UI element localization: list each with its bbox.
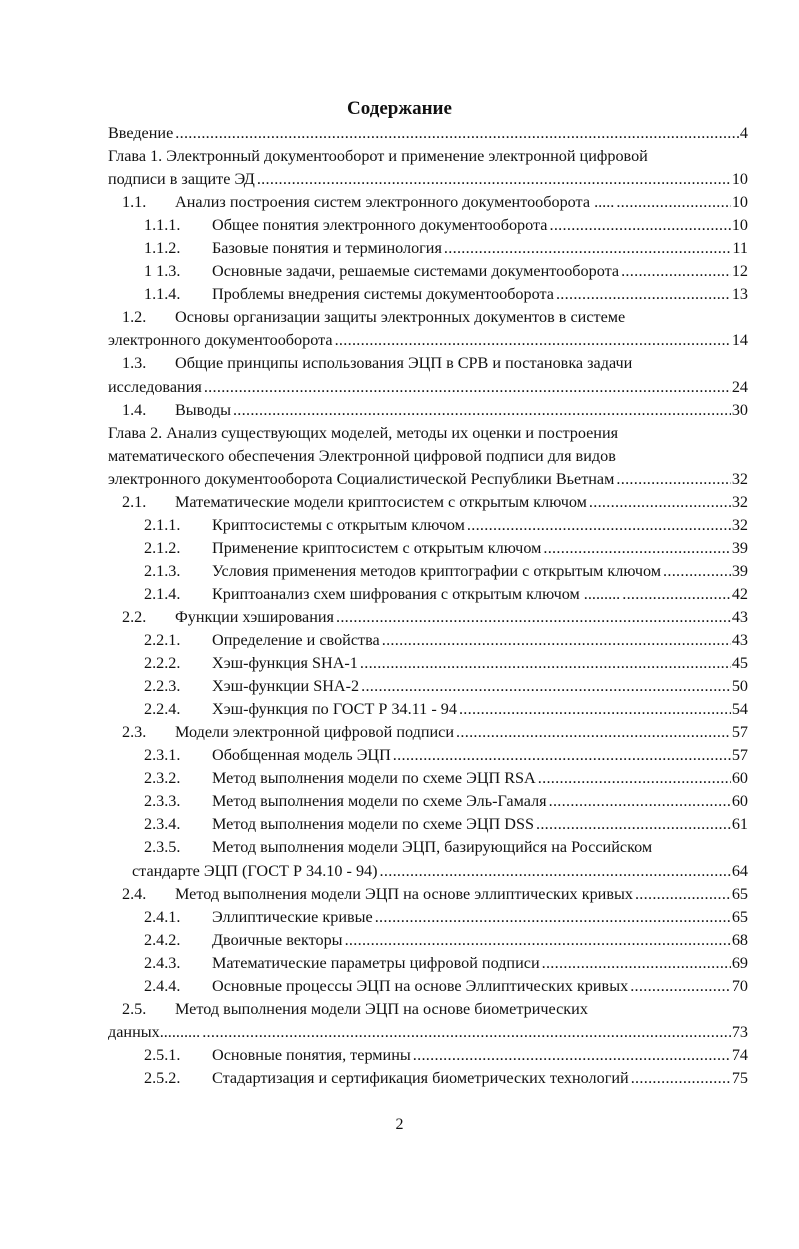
toc-entry-page: 14: [731, 331, 748, 350]
dot-leader: [549, 214, 730, 237]
toc-entry: [108, 376, 748, 399]
toc-entry: [108, 952, 748, 975]
dot-leader: [556, 283, 731, 306]
toc-entry-page: 10: [731, 193, 748, 212]
toc-entry: [108, 237, 748, 260]
toc-entry-page: 32: [731, 469, 748, 488]
toc-entry-number: 2.1.2.: [144, 538, 181, 557]
toc-entry-page: 54: [731, 700, 748, 719]
dot-leader: [175, 122, 739, 145]
toc-entry-title: Применение криптосистем с открытым ключом: [212, 538, 542, 557]
toc-entry-number: 2.3.4.: [144, 815, 181, 834]
toc-entry: [108, 514, 748, 537]
dot-leader: [375, 906, 731, 929]
toc-entry: [108, 168, 748, 191]
toc-entry: [108, 214, 748, 237]
dot-leader: [459, 698, 731, 721]
toc-entry-title: данных..........: [108, 1022, 201, 1041]
toc-entry: [108, 629, 748, 652]
dot-leader: [616, 191, 731, 214]
toc-entry-title: Основные понятия, термины: [212, 1045, 411, 1064]
toc-entry: [108, 975, 748, 998]
toc-entry: [108, 813, 748, 836]
toc-entry-title: Хэш-функция SHA-1: [212, 654, 358, 673]
toc-entry: [108, 352, 748, 375]
toc-entry-number: 2.4.3.: [144, 953, 181, 972]
dot-leader: [536, 813, 731, 836]
toc-entry-page: 70: [731, 976, 748, 995]
dot-leader: [444, 237, 732, 260]
toc-entry-title: стандарте ЭЦП (ГОСТ Р 34.10 - 94): [132, 861, 378, 880]
dot-leader: [257, 168, 731, 191]
dot-leader: [380, 860, 731, 883]
toc-entry-number: 2.2.2.: [144, 654, 181, 673]
toc-entry-title: Определение и свойства: [212, 631, 380, 650]
toc-entry-number: 2.2.1.: [144, 631, 181, 650]
toc-entry-page: 60: [731, 792, 748, 811]
toc-entry-page: 10: [731, 170, 748, 189]
dot-leader: [589, 491, 731, 514]
toc-entry-number: 2.3.1.: [144, 746, 181, 765]
toc-entry: [108, 860, 748, 883]
toc-entry-page: 61: [731, 815, 748, 834]
dot-leader: [631, 1067, 731, 1090]
toc-entry-page: 69: [731, 953, 748, 972]
toc-entry-page: 45: [731, 654, 748, 673]
toc-entry: [108, 790, 748, 813]
toc-entry-number: 1.3.: [122, 354, 147, 373]
toc-entry-title: Математические модели криптосистем с открытым ключом: [175, 492, 587, 511]
toc-entry-number: 2.5.: [122, 999, 147, 1018]
toc-entry: [108, 191, 748, 214]
toc-entry-title: Метод выполнения модели ЭЦП на основе эллиптических кривых: [175, 884, 633, 903]
toc-entry-number: 2.1.4.: [144, 584, 181, 603]
toc-entry-title: Математические параметры цифровой подписи: [212, 953, 540, 972]
toc-entry-number: 2.3.5.: [144, 838, 181, 857]
toc-entry: [108, 998, 748, 1021]
toc-entry-page: 68: [731, 930, 748, 949]
toc-entry: [108, 836, 748, 859]
toc-entry: [108, 906, 748, 929]
toc-entry-number: 1.1.4.: [144, 285, 181, 304]
dot-leader: [456, 721, 731, 744]
toc-entry: [108, 1044, 748, 1067]
toc-entry-number: 2.4.4.: [144, 976, 181, 995]
toc-entry-page: 12: [731, 262, 748, 281]
toc-entry-number: 2.4.1.: [144, 907, 181, 926]
toc-entry-page: 4: [739, 124, 748, 142]
dot-leader: [635, 883, 731, 906]
toc-entry-page: 32: [731, 492, 748, 511]
toc-entry: [108, 929, 748, 952]
toc-entry-title: Функции хэширования: [175, 607, 334, 626]
toc-entry-title: Хэш-функция по ГОСТ Р 34.11 - 94: [212, 700, 457, 719]
dot-leader: [204, 376, 731, 399]
dot-leader: [616, 468, 730, 491]
dot-leader: [336, 606, 731, 629]
toc-entry-number: 2.2.: [122, 607, 147, 626]
toc-entry-page: 11: [732, 239, 748, 258]
toc-entry-number: 2.2.3.: [144, 677, 181, 696]
toc-entry-page: 30: [731, 400, 748, 419]
toc-entry: [108, 698, 748, 721]
toc-entry-title: Общие принципы использования ЭЦП в СРВ и постановка задачи: [175, 354, 633, 373]
dot-leader: [335, 329, 731, 352]
toc-entry: [108, 145, 748, 168]
toc-entry-number: 2.1.: [122, 492, 147, 511]
toc-entry-number: 1.1.1.: [144, 216, 181, 235]
toc-entry-number: 2.1.3.: [144, 561, 181, 580]
toc-entry-title: Двоичные векторы: [212, 930, 343, 949]
page-number: 2: [395, 1116, 404, 1133]
toc-entry: [108, 537, 748, 560]
toc-entry-number: 1.4.: [122, 400, 147, 419]
toc-entry-title: Глава 2. Анализ существующих моделей, методы их оценки и построения: [108, 423, 619, 442]
toc-entry: [108, 1021, 748, 1044]
toc-entry-page: 50: [731, 677, 748, 696]
toc-entry-page: 57: [731, 723, 748, 742]
toc-entry-page: 57: [731, 746, 748, 765]
toc-entry-page: 43: [731, 607, 748, 626]
toc-entry-number: 2.4.: [122, 884, 147, 903]
toc-entry-title: исследования: [108, 377, 202, 396]
toc-entry-title: Анализ построения систем электронного документооборота .....: [175, 193, 615, 212]
toc-entry-title: Введение: [108, 124, 174, 142]
toc-entry: [108, 122, 748, 145]
toc-entry-page: 42: [731, 584, 748, 603]
toc-entry: [108, 560, 748, 583]
dot-leader: [467, 514, 731, 537]
toc-entry: [108, 1067, 748, 1090]
toc-entry-title: Модели электронной цифровой подписи: [175, 723, 455, 742]
toc-entry: [108, 583, 748, 606]
toc-entry-title: Метод выполнения модели ЭЦП, базирующийся на Российском: [212, 838, 653, 857]
toc-entry-title: Метод выполнения модели по схеме ЭЦП RSA: [212, 769, 536, 788]
toc-entry: [108, 399, 748, 422]
toc-entry: [108, 883, 748, 906]
dot-leader: [345, 929, 731, 952]
toc-entry: [108, 721, 748, 744]
dot-leader: [622, 583, 731, 606]
toc-entry-title: Условия применения методов криптографии с открытым ключом: [212, 561, 661, 580]
toc-entry-title: Криптосистемы с открытым ключом: [212, 515, 465, 534]
toc-entry-page: 39: [731, 561, 748, 580]
toc-entry-title: Метод выполнения модели ЭЦП на основе биометрических: [175, 999, 588, 1018]
toc-entry-title: Основные процессы ЭЦП на основе Эллиптических кривых: [212, 976, 629, 995]
page-title: Содержание: [347, 98, 452, 119]
toc-entry-number: 2.3.: [122, 723, 147, 742]
dot-leader: [630, 975, 731, 998]
toc-entry-title: Основные задачи, решаемые системами документооборота: [212, 262, 620, 281]
toc-entry-title: Стадартизация и сертификация биометрических технологий: [212, 1068, 629, 1087]
toc-entry-title: Метод выполнения модели по схеме ЭЦП DSS: [212, 815, 534, 834]
toc-entry-title: Общее понятия электронного документооборота: [212, 216, 548, 235]
toc-entry-title: Базовые понятия и терминология: [212, 239, 442, 258]
toc-entry-page: 32: [731, 515, 748, 534]
toc-entry-number: 2.2.4.: [144, 700, 181, 719]
toc-entry: [108, 606, 748, 629]
dot-leader: [543, 537, 730, 560]
toc-entry: [108, 767, 748, 790]
toc-entry-number: 1.2.: [122, 308, 147, 327]
dot-leader: [233, 399, 731, 422]
toc-entry-number: 2.4.2.: [144, 930, 181, 949]
toc-entry-title: Хэш-функции SHA-2: [212, 677, 360, 696]
toc-entry-page: 74: [731, 1045, 748, 1064]
toc-entry-title: электронного документооборота: [108, 331, 333, 350]
toc-entry-number: 1 1.3.: [144, 262, 181, 281]
toc-entry: [108, 491, 748, 514]
toc-entry-title: подписи в защите ЭД: [108, 170, 255, 189]
dot-leader: [663, 560, 731, 583]
toc-entry-title: Выводы: [175, 400, 231, 419]
toc-entry: [108, 422, 748, 445]
toc-entry-page: 64: [731, 861, 748, 880]
toc-entry: [108, 468, 748, 491]
toc-entry-title: математического обеспечения Электронной цифровой подписи для видов: [108, 446, 616, 465]
toc-entry-title: электронного документооборота Социалистической Республики Вьетнам: [108, 469, 615, 488]
dot-leader: [621, 260, 731, 283]
toc-entry-number: 2.1.1.: [144, 515, 181, 534]
toc-entry-title: Глава 1. Электронный документооборот и применение электронной цифровой: [108, 147, 648, 166]
toc-entry: [108, 445, 748, 468]
toc-entry-title: Основы организации защиты электронных документов в системе: [175, 308, 626, 327]
dot-leader: [202, 1021, 731, 1044]
toc-entry-number: 2.3.2.: [144, 769, 181, 788]
toc-entry: [108, 329, 748, 352]
dot-leader: [542, 952, 731, 975]
toc-entry-page: 13: [731, 285, 748, 304]
dot-leader: [382, 629, 731, 652]
toc-entry-page: 65: [731, 907, 748, 926]
toc-entry-number: 1.1.2.: [144, 239, 181, 258]
toc-entry: [108, 260, 748, 283]
toc-entry-page: 39: [731, 538, 748, 557]
toc-entry-title: Обобщенная модель ЭЦП: [212, 746, 391, 765]
toc-entry-page: 43: [731, 631, 748, 650]
toc-entry-title: Проблемы внедрения системы документооборота: [212, 285, 554, 304]
toc-entry-page: 75: [731, 1068, 748, 1087]
toc-entry: [108, 744, 748, 767]
dot-leader: [360, 652, 731, 675]
toc-entry: [108, 283, 748, 306]
toc-entry-title: Эллиптические кривые: [212, 907, 373, 926]
toc-entry-page: 10: [731, 216, 748, 235]
toc-entry-number: 1.1.: [122, 193, 147, 212]
toc-entry-title: Криптоанализ схем шифрования с открытым ключом .........: [212, 584, 621, 603]
toc-entry: [108, 306, 748, 329]
dot-leader: [413, 1044, 731, 1067]
toc-entry-page: 60: [731, 769, 748, 788]
toc-entry-number: 2.3.3.: [144, 792, 181, 811]
toc-entry-title: Метод выполнения модели по схеме Эль-Гамаля: [212, 792, 547, 811]
dot-leader: [549, 790, 731, 813]
toc-entry-page: 73: [731, 1022, 748, 1041]
dot-leader: [361, 675, 731, 698]
toc-entry-number: 2.5.2.: [144, 1068, 181, 1087]
toc-entry: [108, 675, 748, 698]
toc-entry: [108, 652, 748, 675]
toc-entry-page: 65: [731, 884, 748, 903]
toc-entry-page: 24: [731, 377, 748, 396]
table-of-contents: [108, 122, 748, 1090]
dot-leader: [393, 744, 731, 767]
toc-entry-number: 2.5.1.: [144, 1045, 181, 1064]
dot-leader: [538, 767, 731, 790]
